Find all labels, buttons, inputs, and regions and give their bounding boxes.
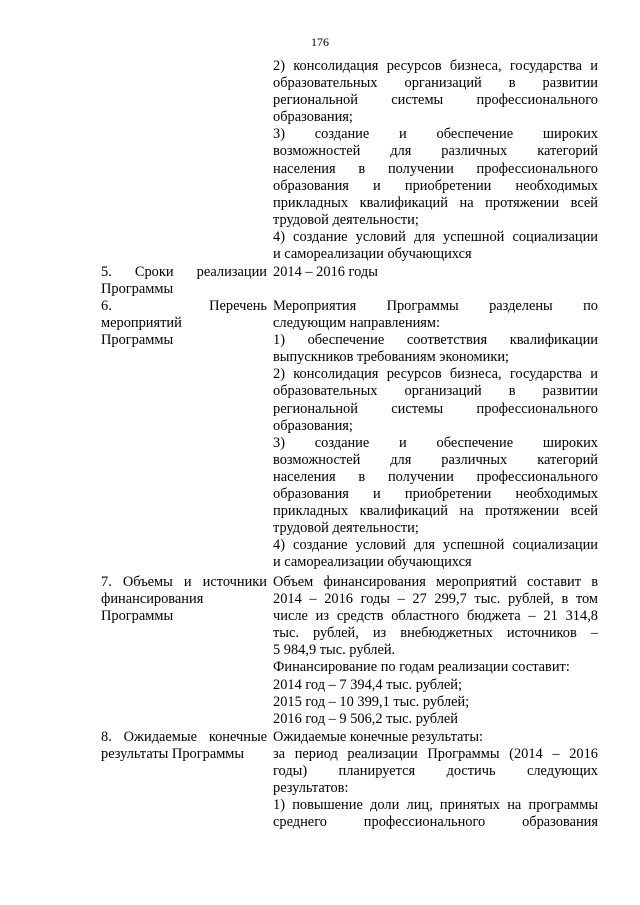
section-6-content	[273, 298, 598, 572]
text-line: за период реализации Программы (2014 – 2016	[273, 746, 598, 763]
text-line: 2014 год – 7 394,4 тыс. рублей;	[273, 676, 462, 693]
text-line: 2016 год – 9 506,2 тыс. рублей	[273, 710, 458, 727]
text-line: 2) консолидация ресурсов бизнеса, государства и	[273, 58, 598, 74]
text-line: образования;	[273, 109, 353, 126]
label-line: 6. Перечень	[101, 298, 267, 314]
top-continuation-text	[273, 58, 598, 263]
text-line: образовательных организаций в развитии	[273, 383, 598, 400]
text-line: населения в получении профессионального	[273, 160, 598, 177]
text-line: 4) создание условий для успешной социализации	[273, 228, 598, 245]
text-line: Ожидаемые конечные результаты:	[273, 729, 484, 745]
text-line: образования и приобретении необходимых	[273, 177, 598, 194]
text-line: среднего профессионального образования	[273, 814, 598, 831]
text-line: трудовой деятельности;	[273, 520, 419, 537]
text-line: возможностей для различных категорий	[273, 143, 598, 160]
text-line: и самореализации обучающихся	[273, 554, 472, 571]
text-line: Финансирование по годам реализации составит:	[273, 659, 570, 676]
text-line: 5 984,9 тыс. рублей.	[273, 642, 396, 659]
text-line: населения в получении профессионального	[273, 468, 598, 485]
section-5-content	[273, 264, 598, 281]
label-line: финансирования	[101, 591, 204, 608]
text-line: трудовой деятельности;	[273, 211, 419, 228]
text-line: образования;	[273, 417, 353, 434]
section-8-content	[273, 729, 598, 832]
text-line: и самореализации обучающихся	[273, 246, 472, 263]
text-line: 1) обеспечение соответствия квалификации	[273, 332, 598, 349]
text-line: тыс. рублей, из внебюджетных источников –	[273, 625, 598, 642]
text-line: региональной системы профессионального	[273, 400, 598, 417]
label-line: Программы	[101, 332, 174, 349]
text-line: 2) консолидация ресурсов бизнеса, государства и	[273, 366, 598, 383]
label-line: Программы	[101, 281, 174, 298]
text-line: Мероприятия Программы разделены по	[273, 298, 598, 314]
text-line: прикладных квалификаций на протяжении всей	[273, 503, 598, 520]
label-line: Программы	[101, 608, 174, 625]
text-line: 1) повышение доли лиц, принятых на программы	[273, 797, 598, 814]
label-line: 7. Объемы и источники	[101, 574, 267, 590]
text-line: выпускников требованиям экономики;	[273, 349, 510, 366]
section-5-label	[101, 264, 267, 298]
text-line: числе из средств областного бюджета – 21 314,8	[273, 608, 598, 625]
text-line: образования и приобретении необходимых	[273, 486, 598, 503]
text-line: годы) планируется достичь следующих	[273, 763, 598, 780]
text-line: 2014 – 2016 годы – 27 299,7 тыс. рублей, в том	[273, 591, 598, 608]
text-line: 4) создание условий для успешной социализации	[273, 537, 598, 554]
section-7-label	[101, 574, 267, 625]
page-number: 176	[311, 35, 329, 49]
label-line: мероприятий	[101, 315, 182, 332]
section-7-content	[273, 574, 598, 728]
section-6-label	[101, 298, 267, 349]
text-line: 2015 год – 10 399,1 тыс. рублей;	[273, 693, 470, 710]
text-line: региональной системы профессионального	[273, 92, 598, 109]
text-line: 3) создание и обеспечение широких	[273, 126, 598, 143]
text-line: 3) создание и обеспечение широких	[273, 434, 598, 451]
label-line: 5. Сроки реализации	[101, 264, 267, 280]
text-line: Объем финансирования мероприятий составит в	[273, 574, 598, 590]
label-line: 8. Ожидаемые конечные	[101, 729, 267, 745]
text-line: следующим направлениям:	[273, 315, 441, 332]
text-line: 2014 – 2016 годы	[273, 264, 378, 280]
text-line: возможностей для различных категорий	[273, 451, 598, 468]
text-line: прикладных квалификаций на протяжении всей	[273, 194, 598, 211]
section-8-label	[101, 729, 267, 763]
text-line: результатов:	[273, 780, 349, 797]
label-line: результаты Программы	[101, 746, 245, 763]
text-line: образовательных организаций в развитии	[273, 75, 598, 92]
